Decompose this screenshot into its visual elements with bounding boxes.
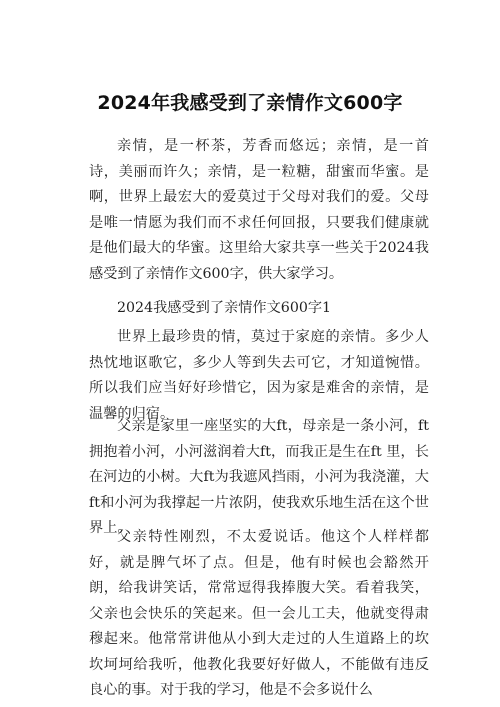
intro-paragraph: 亲情，是一杯茶，芳香而悠远；亲情，是一首诗，美丽而许久；亲情，是一粒糖，甜蜜而华蜜。是啊，世界上最宏大的爱莫过于父母对我们的爱。父母是唯一情愿为我们而不求任何回报，只要我们健康就是他们最大的华蜜。这里给大家共享一些关于2024我感受到了亲情作文600字，供大家学习。 — [89, 138, 429, 282]
body-paragraph-3: 父亲特性刚烈，不太爱说话。他这个人样样都好，就是脾气坏了点。但是，他有时候也会豁然开朗，给我讲笑话，常常逗得我捧腹大笑。看着我笑，父亲也会快乐的笑起来。但一会儿工夫，他就变得肃穆起来。他常常讲他从小到大走过的人生道路上的坎坎坷坷给我听，他教化我要好好做人，不能做有违反良心的事。对于我的学习，他是不会多说什么 — [89, 529, 429, 698]
document-title: 2024年我感受到了亲情作文600字 — [97, 92, 403, 114]
body-paragraph-2: 父亲是家里一座坚实的大ft，母亲是一条小河，ft 拥抱着小河，小河滋润着大ft，而我正是生在ft 里，长在河边的小树。大ft为我遮风挡雨，小河为我浇灌，大ft和小河为我撑起一片浓阴，使我欢乐地生活在这个世界上。 — [89, 418, 429, 536]
body-paragraph-1: 世界上最珍贵的情，莫过于家庭的亲情。多少人热忱地讴歌它，多少人等到失去可它，才知道惋惜。所以我们应当好好珍惜它，因为家是难舍的亲情，是温馨的归宿。 — [89, 329, 429, 422]
section-title: 2024我感受到了亲情作文600字1 — [117, 300, 332, 316]
